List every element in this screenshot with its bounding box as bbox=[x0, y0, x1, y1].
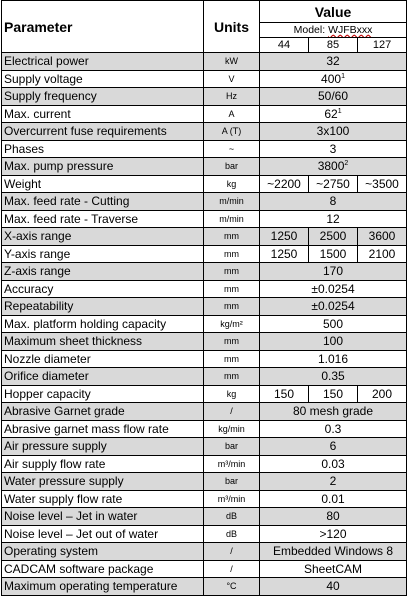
unit-cell: mm bbox=[204, 228, 260, 246]
table-row bbox=[2, 525, 407, 543]
value-cell: ~3500 bbox=[358, 175, 407, 193]
value-cell: ~2750 bbox=[309, 175, 358, 193]
table-row bbox=[2, 560, 407, 578]
parameter-cell: Operating system bbox=[2, 543, 204, 561]
table-row bbox=[2, 158, 407, 176]
value-text: 170 bbox=[322, 264, 344, 279]
parameter-cell: CADCAM software package bbox=[2, 560, 204, 578]
value-cell bbox=[260, 158, 407, 176]
unit-cell: bar bbox=[204, 473, 260, 491]
parameter-cell: Overcurrent fuse requirements bbox=[2, 123, 204, 141]
unit-cell: kg/m² bbox=[204, 315, 260, 333]
value-cell bbox=[260, 280, 407, 298]
table-row bbox=[2, 543, 407, 561]
table-row bbox=[2, 455, 407, 473]
value-cell: 3600 bbox=[358, 228, 407, 246]
unit-cell: V bbox=[204, 70, 260, 88]
unit-cell: mm bbox=[204, 368, 260, 386]
value-cell bbox=[260, 578, 407, 596]
table-row bbox=[2, 175, 407, 193]
value-text: 0.03 bbox=[321, 456, 345, 471]
value-text: 6 bbox=[329, 439, 337, 454]
value-text: Embedded Windows 8 bbox=[272, 544, 394, 559]
value-cell: 1250 bbox=[260, 228, 309, 246]
value-cell: ~2200 bbox=[260, 175, 309, 193]
unit-cell: m³/min bbox=[204, 490, 260, 508]
parameter-cell: Air pressure supply bbox=[2, 438, 204, 456]
unit-cell: bar bbox=[204, 158, 260, 176]
value-cell bbox=[260, 210, 407, 228]
parameter-cell: Weight bbox=[2, 175, 204, 193]
parameter-cell: Max. feed rate - Traverse bbox=[2, 210, 204, 228]
unit-cell: kg bbox=[204, 175, 260, 193]
value-cell bbox=[260, 490, 407, 508]
table-row bbox=[2, 210, 407, 228]
value-cell: 2500 bbox=[309, 228, 358, 246]
table-row bbox=[2, 140, 407, 158]
value-cell bbox=[260, 53, 407, 71]
value-cell bbox=[260, 403, 407, 421]
unit-cell: mm bbox=[204, 333, 260, 351]
parameter-cell: Accuracy bbox=[2, 280, 204, 298]
table-row bbox=[2, 298, 407, 316]
unit-cell: mm bbox=[204, 245, 260, 263]
parameter-cell: Noise level – Jet out of water bbox=[2, 525, 204, 543]
variant-85: 85 bbox=[309, 38, 358, 53]
table-row bbox=[2, 420, 407, 438]
table-row bbox=[2, 193, 407, 211]
unit-cell: ~ bbox=[204, 140, 260, 158]
parameter-cell: Maximum operating temperature bbox=[2, 578, 204, 596]
variant-44: 44 bbox=[260, 38, 309, 53]
value-cell bbox=[260, 70, 407, 88]
parameter-cell: Max. current bbox=[2, 105, 204, 123]
table-row bbox=[2, 385, 407, 403]
unit-cell: mm bbox=[204, 298, 260, 316]
value-text: SheetCAM bbox=[303, 561, 363, 576]
value-cell bbox=[260, 315, 407, 333]
unit-cell: m/min bbox=[204, 193, 260, 211]
parameter-cell: X-axis range bbox=[2, 228, 204, 246]
value-cell: 1500 bbox=[309, 245, 358, 263]
value-cell bbox=[260, 350, 407, 368]
value-cell bbox=[260, 193, 407, 211]
parameter-cell: Electrical power bbox=[2, 53, 204, 71]
spec-table bbox=[1, 0, 407, 596]
parameter-cell: Water pressure supply bbox=[2, 473, 204, 491]
table-row bbox=[2, 88, 407, 106]
value-cell: 150 bbox=[260, 385, 309, 403]
value-cell bbox=[260, 560, 407, 578]
value-text: 1.016 bbox=[317, 351, 349, 366]
value-text: >120 bbox=[319, 526, 347, 541]
unit-cell: m/min bbox=[204, 210, 260, 228]
parameter-cell: Abrasive Garnet grade bbox=[2, 403, 204, 421]
value-cell: 1250 bbox=[260, 245, 309, 263]
unit-cell: mm bbox=[204, 280, 260, 298]
table-row bbox=[2, 333, 407, 351]
value-cell bbox=[260, 508, 407, 526]
parameter-cell: Repeatability bbox=[2, 298, 204, 316]
footnote-marker: 2 bbox=[344, 160, 349, 168]
parameter-cell: Supply frequency bbox=[2, 88, 204, 106]
value-text: 8 bbox=[329, 194, 337, 209]
parameter-cell: Max. platform holding capacity bbox=[2, 315, 204, 333]
parameter-cell: Hopper capacity bbox=[2, 385, 204, 403]
value-cell bbox=[260, 298, 407, 316]
table-row bbox=[2, 490, 407, 508]
value-text: 40 bbox=[326, 579, 340, 594]
table-row bbox=[2, 368, 407, 386]
value-cell bbox=[260, 88, 407, 106]
value-cell bbox=[260, 263, 407, 281]
table-row bbox=[2, 438, 407, 456]
unit-cell: / bbox=[204, 560, 260, 578]
value-cell bbox=[260, 473, 407, 491]
model-prefix: Model: bbox=[293, 24, 329, 36]
table-row bbox=[2, 508, 407, 526]
value-cell bbox=[260, 333, 407, 351]
unit-cell: Hz bbox=[204, 88, 260, 106]
value-text: ±0.0254 bbox=[311, 299, 355, 314]
value-cell bbox=[260, 455, 407, 473]
unit-cell: dB bbox=[204, 525, 260, 543]
value-text: 0.01 bbox=[321, 491, 345, 506]
parameter-cell: Air supply flow rate bbox=[2, 455, 204, 473]
value-text: 2 bbox=[329, 474, 337, 489]
table-row bbox=[2, 123, 407, 141]
value-cell bbox=[260, 140, 407, 158]
value-text: 3800 bbox=[317, 159, 345, 174]
value-cell: 2100 bbox=[358, 245, 407, 263]
unit-cell: A bbox=[204, 105, 260, 123]
parameter-cell: Phases bbox=[2, 140, 204, 158]
value-cell bbox=[260, 525, 407, 543]
unit-cell: / bbox=[204, 543, 260, 561]
value-cell bbox=[260, 420, 407, 438]
value-text: 3 bbox=[329, 141, 337, 156]
value-text: 32 bbox=[326, 54, 340, 69]
table-row bbox=[2, 228, 407, 246]
table-row bbox=[2, 245, 407, 263]
parameter-cell: Max. pump pressure bbox=[2, 158, 204, 176]
value-text: 80 mesh grade bbox=[292, 404, 374, 419]
value-text: 62 bbox=[324, 106, 338, 121]
table-row bbox=[2, 578, 407, 596]
footnote-marker: 1 bbox=[337, 107, 342, 115]
value-cell bbox=[260, 105, 407, 123]
value-text: 0.3 bbox=[324, 421, 342, 436]
parameter-header: Parameter bbox=[2, 1, 204, 53]
table-row bbox=[2, 350, 407, 368]
parameter-cell: Max. feed rate - Cutting bbox=[2, 193, 204, 211]
model-label bbox=[260, 23, 407, 38]
value-text: ±0.0254 bbox=[311, 281, 355, 296]
unit-cell: mm bbox=[204, 263, 260, 281]
unit-cell: m³/min bbox=[204, 455, 260, 473]
value-text: 3x100 bbox=[316, 124, 350, 139]
unit-cell: bar bbox=[204, 438, 260, 456]
unit-cell: kW bbox=[204, 53, 260, 71]
footnote-marker: 1 bbox=[341, 72, 345, 80]
unit-cell: kg bbox=[204, 385, 260, 403]
parameter-cell: Supply voltage bbox=[2, 70, 204, 88]
parameter-cell: Maximum sheet thickness bbox=[2, 333, 204, 351]
value-text: 80 bbox=[326, 509, 340, 524]
units-header: Units bbox=[204, 1, 260, 53]
parameter-cell: Nozzle diameter bbox=[2, 350, 204, 368]
value-header: Value bbox=[260, 1, 407, 23]
table-row bbox=[2, 315, 407, 333]
value-text: 50/60 bbox=[317, 89, 349, 104]
table-row bbox=[2, 105, 407, 123]
unit-cell: kg/min bbox=[204, 420, 260, 438]
table-row bbox=[2, 473, 407, 491]
table-row bbox=[2, 280, 407, 298]
table-row bbox=[2, 70, 407, 88]
parameter-cell: Noise level – Jet in water bbox=[2, 508, 204, 526]
parameter-cell: Water supply flow rate bbox=[2, 490, 204, 508]
value-text: 0.35 bbox=[321, 369, 345, 384]
value-cell bbox=[260, 543, 407, 561]
unit-cell: A (T) bbox=[204, 123, 260, 141]
unit-cell: / bbox=[204, 403, 260, 421]
unit-cell: mm bbox=[204, 350, 260, 368]
parameter-cell: Orifice diameter bbox=[2, 368, 204, 386]
unit-cell: °C bbox=[204, 578, 260, 596]
table-row bbox=[2, 263, 407, 281]
value-text: 12 bbox=[326, 211, 340, 226]
table-row bbox=[2, 53, 407, 71]
model-code: WJFBxxx bbox=[328, 24, 373, 36]
parameter-cell: Y-axis range bbox=[2, 245, 204, 263]
value-text: 100 bbox=[322, 334, 344, 349]
value-text: 500 bbox=[322, 316, 344, 331]
value-cell bbox=[260, 368, 407, 386]
value-text: 400 bbox=[321, 71, 342, 86]
parameter-cell: Abrasive garnet mass flow rate bbox=[2, 420, 204, 438]
value-cell bbox=[260, 123, 407, 141]
table-row bbox=[2, 403, 407, 421]
spec-body bbox=[2, 53, 407, 596]
variant-127: 127 bbox=[358, 38, 407, 53]
value-cell: 150 bbox=[309, 385, 358, 403]
value-cell bbox=[260, 438, 407, 456]
value-cell: 200 bbox=[358, 385, 407, 403]
unit-cell: dB bbox=[204, 508, 260, 526]
parameter-cell: Z-axis range bbox=[2, 263, 204, 281]
